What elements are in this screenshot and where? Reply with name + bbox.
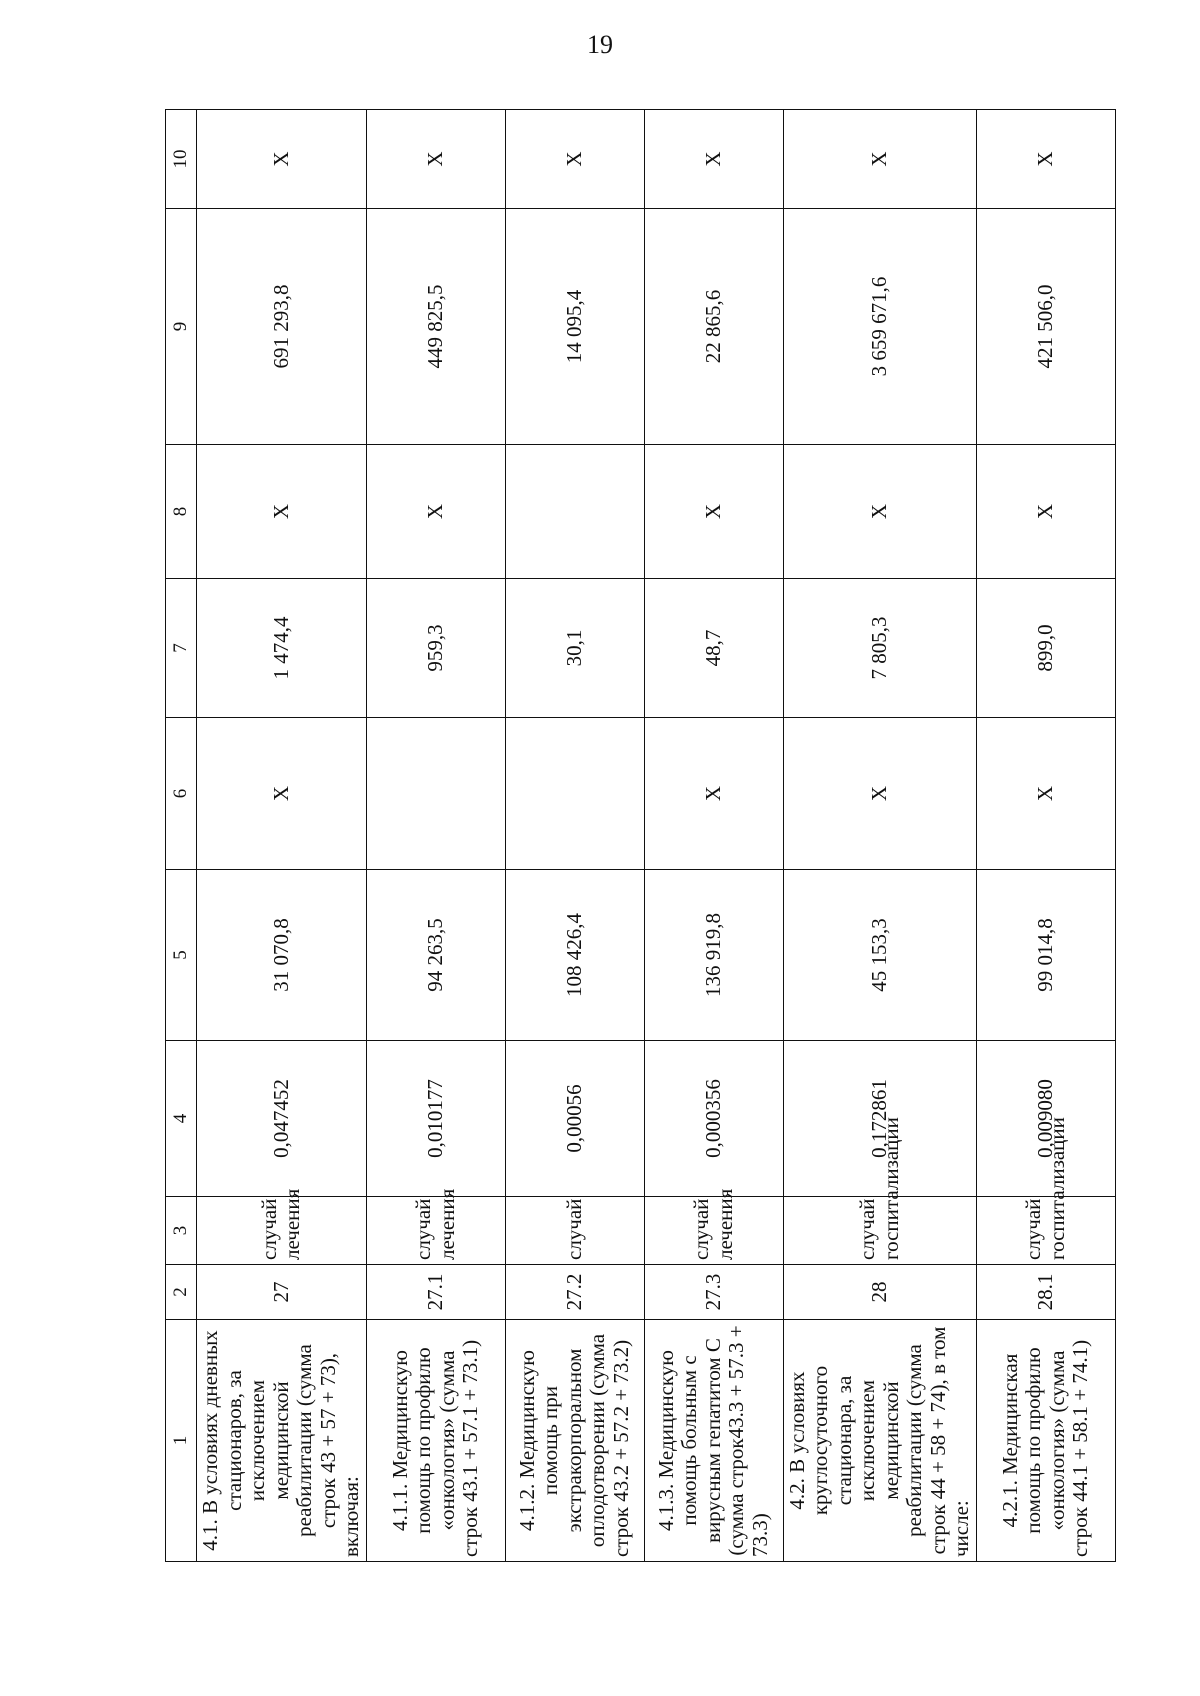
value-cell: 48,7 (644, 579, 783, 718)
value-cell: 449 825,5 (366, 209, 505, 445)
header-cell: 3 (166, 1197, 197, 1265)
value-cell: X (197, 110, 367, 209)
unit-cell: случай лечения (366, 1197, 505, 1265)
value-cell: 99 014,8 (976, 870, 1115, 1041)
table-row (197, 110, 367, 1562)
value-cell: X (197, 445, 367, 579)
value-cell: 421 506,0 (976, 209, 1115, 445)
value-cell: 0,047452 (197, 1041, 367, 1197)
row-description: 4.1.1. Медицинскую помощь по профилю «онкология» (сумма строк 43.1 + 57.1 + 73.1) (366, 1320, 505, 1562)
row-description: 4.2. В условиях круглосуточного стационара, за исключением медицинской реабилитации (сумма строк 44 + 58 + 74), в том числе: (783, 1320, 976, 1562)
table-row (366, 110, 505, 1562)
row-number: 27.2 (505, 1265, 644, 1320)
value-cell: 94 263,5 (366, 870, 505, 1041)
value-cell: X (783, 718, 976, 870)
value-cell: X (783, 110, 976, 209)
table-row (505, 110, 644, 1562)
header-cell: 8 (166, 445, 197, 579)
value-cell: X (644, 110, 783, 209)
value-cell: 0,000356 (644, 1041, 783, 1197)
value-cell: 691 293,8 (197, 209, 367, 445)
page-number: 19 (587, 30, 613, 59)
header-cell: 2 (166, 1265, 197, 1320)
header-row (166, 110, 197, 1562)
value-cell: X (644, 718, 783, 870)
value-cell: 1 474,4 (197, 579, 367, 718)
header-cell: 9 (166, 209, 197, 445)
header-cell: 1 (166, 1320, 197, 1562)
row-number: 27 (197, 1265, 367, 1320)
row-number: 27.1 (366, 1265, 505, 1320)
unit-cell: случай лечения (197, 1197, 367, 1265)
value-cell: 30,1 (505, 579, 644, 718)
value-cell (505, 445, 644, 579)
table-row (976, 110, 1115, 1562)
value-cell: 899,0 (976, 579, 1115, 718)
value-cell: 31 070,8 (197, 870, 367, 1041)
value-cell: 959,3 (366, 579, 505, 718)
value-cell: 0,00056 (505, 1041, 644, 1197)
value-cell: 3 659 671,6 (783, 209, 976, 445)
value-cell: X (644, 445, 783, 579)
unit-cell: случай лечения (644, 1197, 783, 1265)
value-cell: X (505, 110, 644, 209)
row-number: 27.3 (644, 1265, 783, 1320)
header-cell: 10 (166, 110, 197, 209)
unit-cell: случай госпитализации (976, 1197, 1115, 1265)
row-description: 4.1.3. Медицинскую помощь больным с вирусным гепатитом С (сумма строк43.3 + 57.3 + 73.3) (644, 1320, 783, 1562)
data-table (165, 109, 1116, 1562)
value-cell: 0,172861 (783, 1041, 976, 1197)
value-cell (505, 718, 644, 870)
value-cell: 7 805,3 (783, 579, 976, 718)
value-cell: X (976, 110, 1115, 209)
value-cell: X (976, 718, 1115, 870)
value-cell: 136 919,8 (644, 870, 783, 1041)
unit-cell: случай (505, 1197, 644, 1265)
value-cell: X (366, 445, 505, 579)
unit-cell: случай госпитализации (783, 1197, 976, 1265)
value-cell: 14 095,4 (505, 209, 644, 445)
table-row (783, 110, 976, 1562)
value-cell: 0,010177 (366, 1041, 505, 1197)
value-cell: X (197, 718, 367, 870)
value-cell: X (976, 445, 1115, 579)
row-number: 28 (783, 1265, 976, 1320)
value-cell: 108 426,4 (505, 870, 644, 1041)
value-cell: X (783, 445, 976, 579)
row-description: 4.1. В условиях дневных стационаров, за исключением медицинской реабилитации (сумма строк 43 + 57 + 73), включая: (197, 1320, 367, 1562)
header-cell: 6 (166, 718, 197, 870)
value-cell: 22 865,6 (644, 209, 783, 445)
value-cell: X (366, 110, 505, 209)
value-cell: 45 153,3 (783, 870, 976, 1041)
value-cell (366, 718, 505, 870)
header-cell: 4 (166, 1041, 197, 1197)
value-cell: 0,009080 (976, 1041, 1115, 1197)
table-row (644, 110, 783, 1562)
row-description: 4.1.2. Медицинскую помощь при экстракорпоральном оплодотворении (сумма строк 43.2 + 57.2 + 73.2) (505, 1320, 644, 1562)
row-description: 4.2.1. Медицинская помощь по профилю «онкология» (сумма строк 44.1 + 58.1 + 74.1) (976, 1320, 1115, 1562)
row-number: 28.1 (976, 1265, 1115, 1320)
header-cell: 7 (166, 579, 197, 718)
header-cell: 5 (166, 870, 197, 1041)
